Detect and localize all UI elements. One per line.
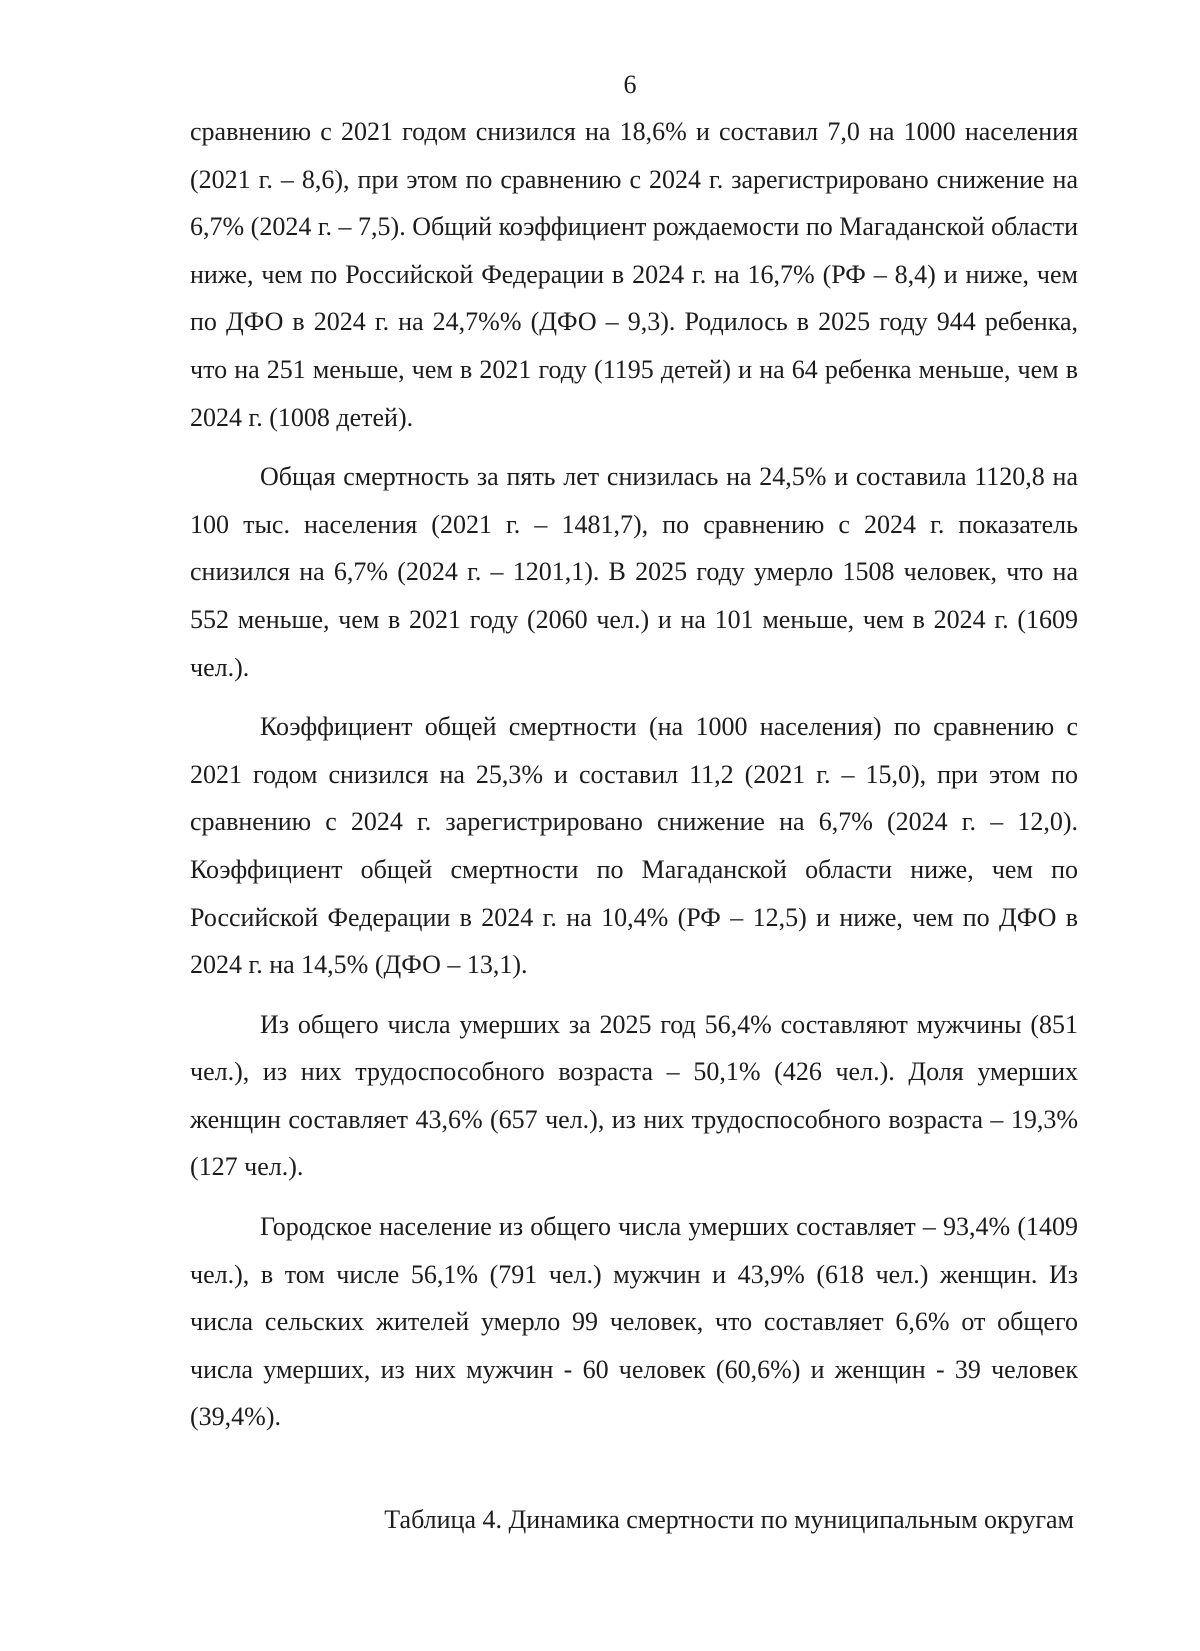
paragraph-mortality-by-sex: Из общего числа умерших за 2025 год 56,4% составляют мужчины (851 чел.), из них трудоспособного возраста – 50,1% (426 чел.). Доля умерших женщин составляет 43,6% (657 чел.), из них трудоспособного возраста – 19,3% (127 чел.). bbox=[190, 1009, 1078, 1182]
paragraph-mortality-coefficient: Коэффициент общей смертности (на 1000 населения) по сравнению с 2021 годом снизился на 25,3% и составил 11,2 (2021 г. – 15,0), при этом по сравнению с 2024 г. зарегистрировано снижение на 6,7% (2024 г. – 12,0). Коэффициент общей смертности по Магаданской области ниже, чем по Российской Федерации в 2024 г. на 10,4% (РФ – 12,5) и ниже, чем по ДФО в 2024 г. на 14,5% (ДФО – 13,1). bbox=[190, 712, 1078, 980]
document-body bbox=[190, 108, 1078, 1453]
table-caption: Таблица 4. Динамика смертности по муниципальным округам bbox=[384, 1505, 1074, 1534]
paragraph-total-mortality: Общая смертность за пять лет снизилась на 24,5% и составила 1120,8 на 100 тыс. населения (2021 г. – 1481,7), по сравнению с 2024 г. показатель снизился на 6,7% (2024 г. – 1201,1). В 2025 году умерло 1508 человек, что на 552 меньше, чем в 2021 году (2060 чел.) и на 101 меньше, чем в 2024 г. (1609 чел.). bbox=[190, 462, 1078, 682]
paragraph-birth-rate-continued: сравнению с 2021 годом снизился на 18,6% и составил 7,0 на 1000 населения (2021 г. – 8,6), при этом по сравнению с 2024 г. зарегистрировано снижение на 6,7% (2024 г. – 7,5). Общий коэффициент рождаемости по Магаданской области ниже, чем по Российской Федерации в 2024 г. на 16,7% (РФ – 8,4) и ниже, чем по ДФО в 2024 г. на 24,7%% (ДФО – 9,3). Родилось в 2025 году 944 ребенка, что на 251 меньше, чем в 2021 году (1195 детей) и на 64 ребенка меньше, чем в 2024 г. (1008 детей). bbox=[190, 117, 1078, 432]
paragraph-urban-rural-mortality: Городское население из общего числа умерших составляет – 93,4% (1409 чел.), в том числе 56,1% (791 чел.) мужчин и 43,9% (618 чел.) женщин. Из числа сельских жителей умерло 99 человек, что составляет 6,6% от общего числа умерших, из них мужчин - 60 человек (60,6%) и женщин - 39 человек (39,4%). bbox=[190, 1212, 1078, 1432]
page-number: 6 bbox=[623, 70, 637, 99]
